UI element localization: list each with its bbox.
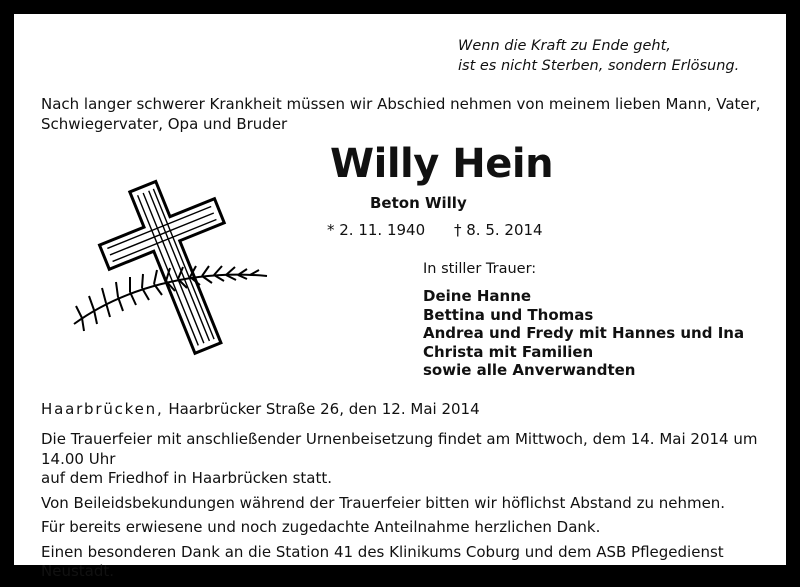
special-thanks-notice: Einen besonderen Dank an die Station 41 des Klinikums Coburg und dem ASB Pflegedienst Neustadt. xyxy=(41,542,724,580)
quote-line-2: ist es nicht Sterben, sondern Erlösung. xyxy=(458,58,740,74)
mourning-intro: In stiller Trauer: xyxy=(423,261,537,277)
mourner: Deine Hanne xyxy=(423,287,532,305)
funeral-notice xyxy=(41,430,781,489)
place-and-date xyxy=(41,400,480,418)
notices xyxy=(41,430,781,587)
epigraph-quote xyxy=(458,36,739,76)
deceased-nickname: Beton Willy xyxy=(370,194,467,212)
quote-line-1: Wenn die Kraft zu Ende geht, xyxy=(458,38,671,54)
mourner: sowie alle Anverwandten xyxy=(423,361,636,379)
mourners-list xyxy=(423,287,744,380)
obituary-card xyxy=(14,14,786,580)
place-city: Haarbrücken, xyxy=(41,400,164,418)
mourner: Christa mit Familien xyxy=(423,342,594,361)
thanks-notice: Für bereits erwiesene und noch zugedachte Anteilnahme herzlichen Dank. xyxy=(41,518,601,536)
condolences-notice: Von Beileidsbekundungen während der Trauerfeier bitten wir höflichst Abstand zu nehmen. xyxy=(41,493,726,512)
cross-with-palm-icon xyxy=(62,164,282,368)
death-date: † 8. 5. 2014 xyxy=(454,221,543,239)
deceased-name: Willy Hein xyxy=(330,141,554,187)
place-address-date: Haarbrücker Straße 26, den 12. Mai 2014 xyxy=(168,400,480,418)
funeral-line-2: auf dem Friedhof in Haarbrücken statt. xyxy=(41,469,333,487)
mourner: Bettina und Thomas xyxy=(423,305,594,324)
funeral-line-1: Die Trauerfeier mit anschließender Urnenbeisetzung findet am Mittwoch, dem 14. Mai 2014 um 14.00 Uhr xyxy=(41,430,758,468)
intro-text xyxy=(41,94,761,134)
mourner: Andrea und Fredy mit Hannes und Ina xyxy=(423,324,745,342)
birth-date: * 2. 11. 1940 xyxy=(327,221,426,239)
intro-line-1: Nach langer schwerer Krankheit müssen wir Abschied nehmen von meinem lieben Mann, Vater, xyxy=(41,95,761,113)
intro-line-2: Schwiegervater, Opa und Bruder xyxy=(41,115,288,133)
